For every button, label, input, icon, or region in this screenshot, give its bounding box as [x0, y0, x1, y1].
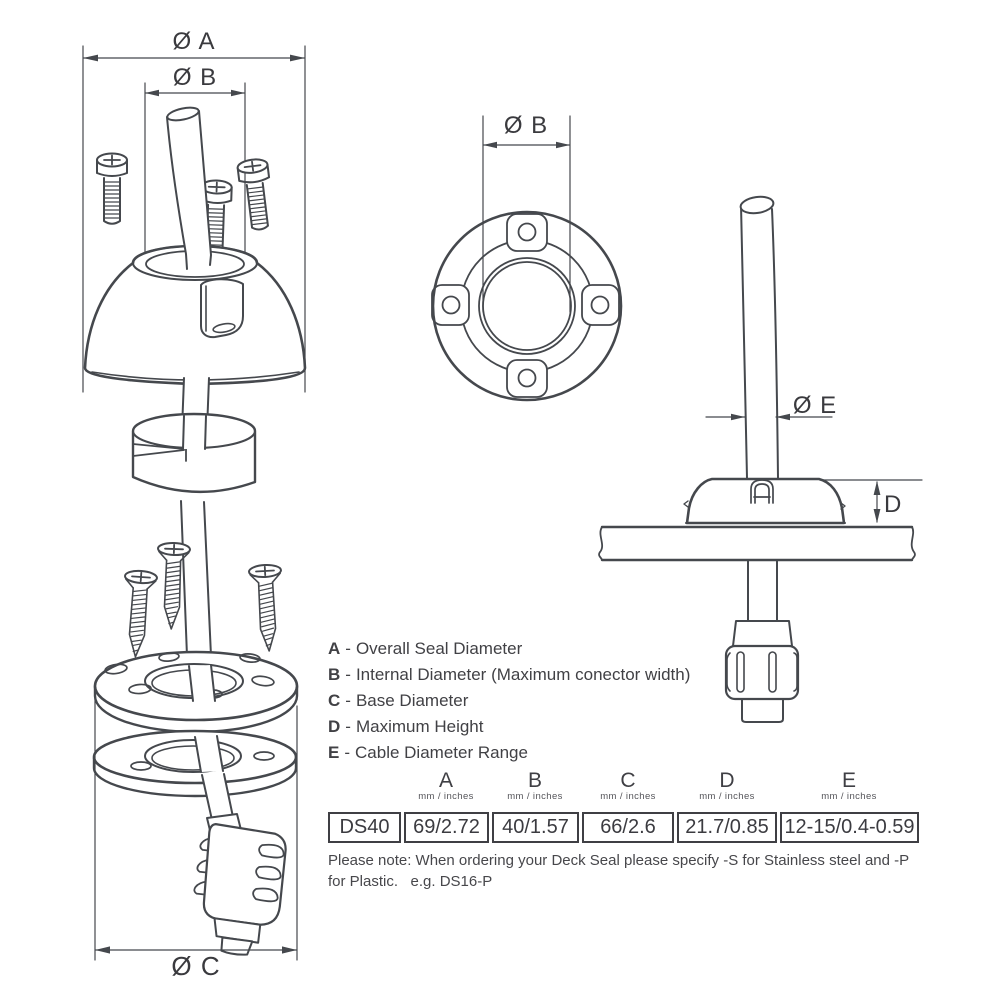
deck [599, 527, 915, 560]
legend-item-a [328, 639, 748, 665]
column-unit: mm / inches [600, 791, 656, 802]
legend-key: B [328, 665, 341, 684]
dimension-legend [328, 639, 748, 769]
legend-desc: Cable Diameter Range [355, 743, 528, 762]
table-header-a [401, 771, 491, 802]
legend-key: C [328, 691, 341, 710]
column-letter: E [841, 769, 856, 792]
dim-label-overall-diameter: Ø A [172, 28, 216, 55]
column-unit: mm / inches [821, 791, 877, 802]
value-cell-a: 69/2.72 [404, 812, 489, 843]
legend-separator: - [345, 691, 351, 710]
column-letter: C [620, 769, 636, 792]
column-letter: D [719, 769, 735, 792]
cable-top [166, 105, 211, 270]
ordering-note: Please note: When ordering your Deck Seal please specify -S for Stainless steel and -P for Plastic. e.g. DS16-P [328, 852, 914, 890]
column-unit: mm / inches [699, 791, 755, 802]
legend-separator: - [345, 717, 351, 736]
legend-item-e [328, 743, 748, 769]
legend-key: E [328, 743, 340, 762]
dim-label-internal-diameter: Ø B [172, 64, 218, 91]
top-view [432, 116, 621, 400]
value-cell-c: 66/2.6 [582, 812, 674, 843]
split-bung [133, 414, 255, 492]
legend-key: D [328, 717, 341, 736]
installed-cable [740, 195, 778, 478]
column-unit: mm / inches [418, 791, 474, 802]
dome-side-pocket [201, 279, 243, 337]
gasket-ring [94, 731, 296, 796]
column-letter: B [527, 769, 542, 792]
legend-key: A [328, 639, 341, 658]
legend-separator: - [344, 743, 351, 762]
legend-item-b [328, 665, 748, 691]
dim-label-max-height: D [884, 491, 903, 518]
table-header-b [490, 771, 580, 802]
column-unit: mm / inches [507, 791, 563, 802]
exploded-view [83, 46, 305, 962]
table-header-e [804, 771, 894, 802]
legend-separator: - [345, 665, 351, 684]
legend-desc: Overall Seal Diameter [355, 639, 523, 658]
installed-dome [684, 479, 845, 523]
value-cell-d: 21.7/0.85 [677, 812, 777, 843]
legend-desc: Base Diameter [355, 691, 469, 710]
legend-separator: - [345, 639, 351, 658]
dome-seal [85, 105, 305, 384]
connector-plug [178, 814, 295, 962]
table-header-d [682, 771, 772, 802]
legend-item-c [328, 691, 748, 717]
cable-mid-lower [181, 501, 211, 656]
legend-desc: Internal Diameter (Maximum conector width) [355, 665, 691, 684]
value-cell-b: 40/1.57 [492, 812, 579, 843]
dim-label-base-diameter: Ø C [171, 951, 221, 981]
dim-label-internal-diameter-top: Ø B [503, 112, 549, 139]
dim-label-cable-diameter: Ø E [792, 392, 838, 419]
value-cell-e: 12-15/0.4-0.59 [780, 812, 919, 843]
legend-item-d [328, 717, 748, 743]
legend-desc: Maximum Height [355, 717, 484, 736]
flange-ring [95, 652, 297, 732]
table-header-c [583, 771, 673, 802]
column-letter: A [438, 769, 453, 792]
model-cell: DS40 [328, 812, 401, 843]
